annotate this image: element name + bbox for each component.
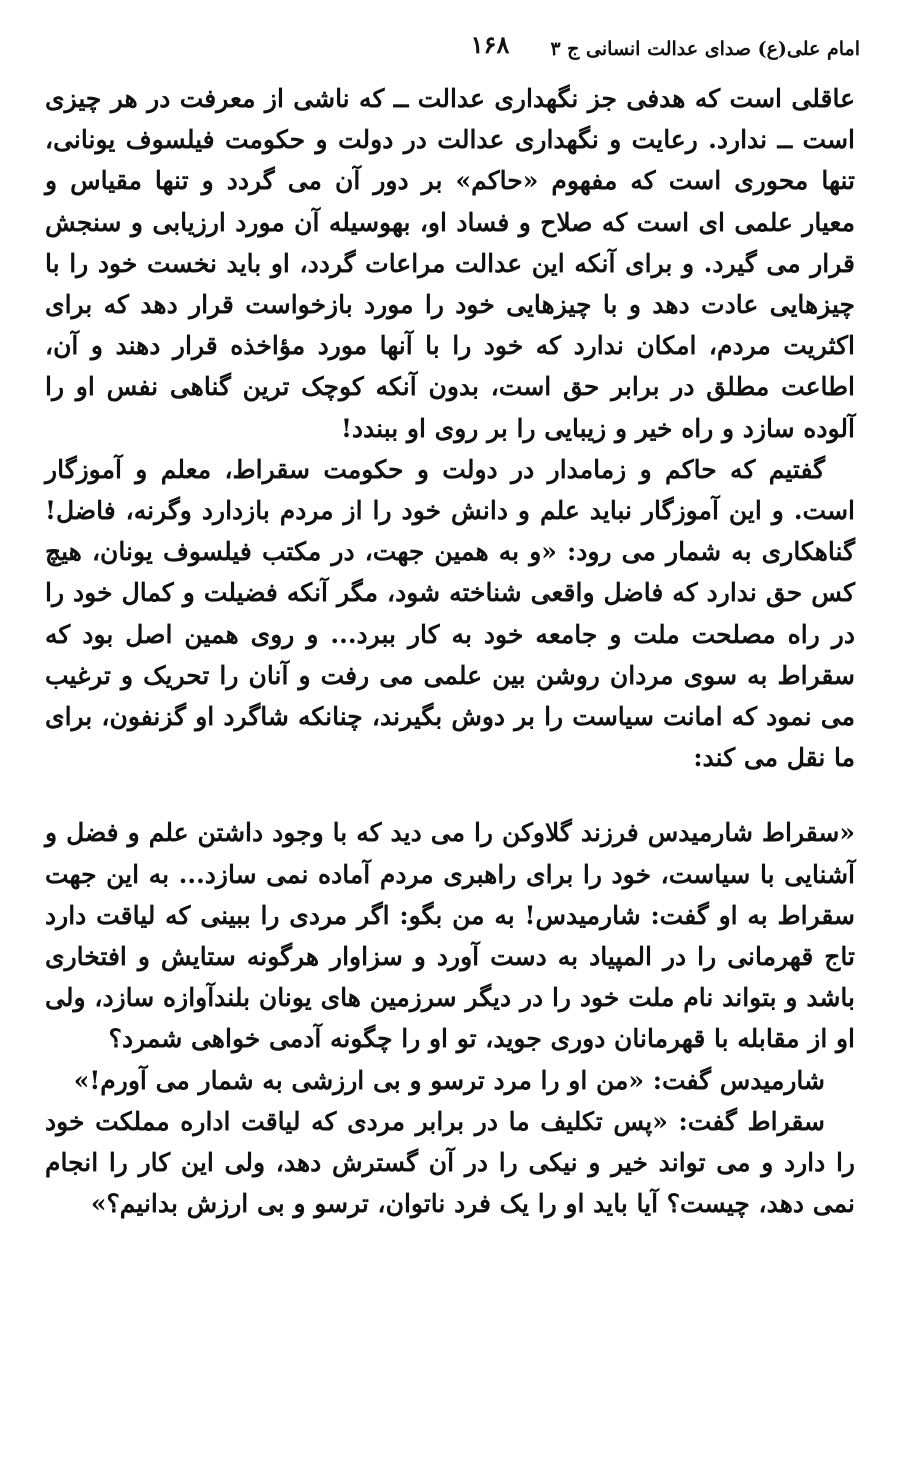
quote-socrates-charmides: «سقراط شارمیدس فرزند گلاوکن را می دید که با وجود داشتن علم و فضل و آشنایی با سیاست، خود را برای راهبری مردم آماده نمی سازد... به این جهت سقراط به او گفت: شارمیدس! به من بگو: اگر مردی را ببینی که لیاقت دارد تاج قهرمانی را در المپیاد به دست آورد و سزاوار هرگونه ستایش و افتخاری باشد و بتواند نام ملت خود را در دیگر سرزمین های یونان بلندآوازه سازد، ولی او از مقابله با قهرمانان دوری جوید، تو او را چگونه آدمی خواهی شمرد؟ [45,818,856,1054]
book-title: امام علی(ع) صدای عدالت انسانی ج ۳ [550,38,860,60]
paragraph-ruler-teacher: گفتیم که حاکم و زمامدار در دولت و حکومت سقراط، معلم و آموزگار است. و این آموزگار نباید علم و دانش خود را از مردم بازدارد وگرنه، فاضل! گناهکاری به شمار می رود: «و به همین جهت، در مکتب فیلسوف یونان، هیچ کس حق ندارد که فاضل واقعی شناخته شود، مگر آنکه فضیلت و کمال خود را در راه مصلحت ملت و جامعه خود به کار ببرد... و روی همین اصل بود که سقراط به سوی مردان روشن بین علمی می رفت و آنان را تحریک و ترغیب می نمود که امانت سیاست را بر دوش بگیرند، چنانکه شاگرد او گزنفون، برای ما نقل می کند: [45,454,856,773]
paragraph-justice: عاقلی است که هدفی جز نگهداری عدالت ــ که ناشی از معرفت در هر چیزی است ــ ندارد. رعایت و نگهداری عدالت در دولت و حکومت فیلسوف یونانی، تنها محوری است که مفهوم «حاکم» بر دور آن می گردد و تنها مقیاس و معیار علمی ای است که صلاح و فساد او، بهوسیله آن مورد ارزیابی و سنجش قرار می گیرد. و برای آنکه این عدالت مراعات گردد، او باید نخست خود را با چیزهایی عادت دهد و با چیزهایی خود را مورد بازخواست قرار دهد که برای اکثریت مردم، امکان ندارد که خود را با آنها مورد مؤاخذه قرار دهند و آن، اطاعت مطلق در برابر حق است، بدون آنکه کوچک ترین گناهی نفس او را آلوده سازد و راه خیر و زیبایی را بر روی او ببندد! [45,84,855,443]
body-text [45,78,855,1224]
paragraph-socrates-reply: سقراط گفت: «پس تکلیف ما در برابر مردی که لیاقت اداره مملکت خود را دارد و می تواند خیر و نیکی را در آن گسترش دهد، ولی این کار را انجام نمی دهد، چیست؟ آیا باید او را یک فرد ناتوان، ترسو و بی ارزش بدانیم؟» [45,1106,856,1219]
running-header [40,30,860,70]
page-number: ۱۶۸ [470,30,510,59]
paragraph-charmides-reply: شارمیدس گفت: «من او را مرد ترسو و بی ارزشی به شمار می آورم!» [73,1065,825,1095]
